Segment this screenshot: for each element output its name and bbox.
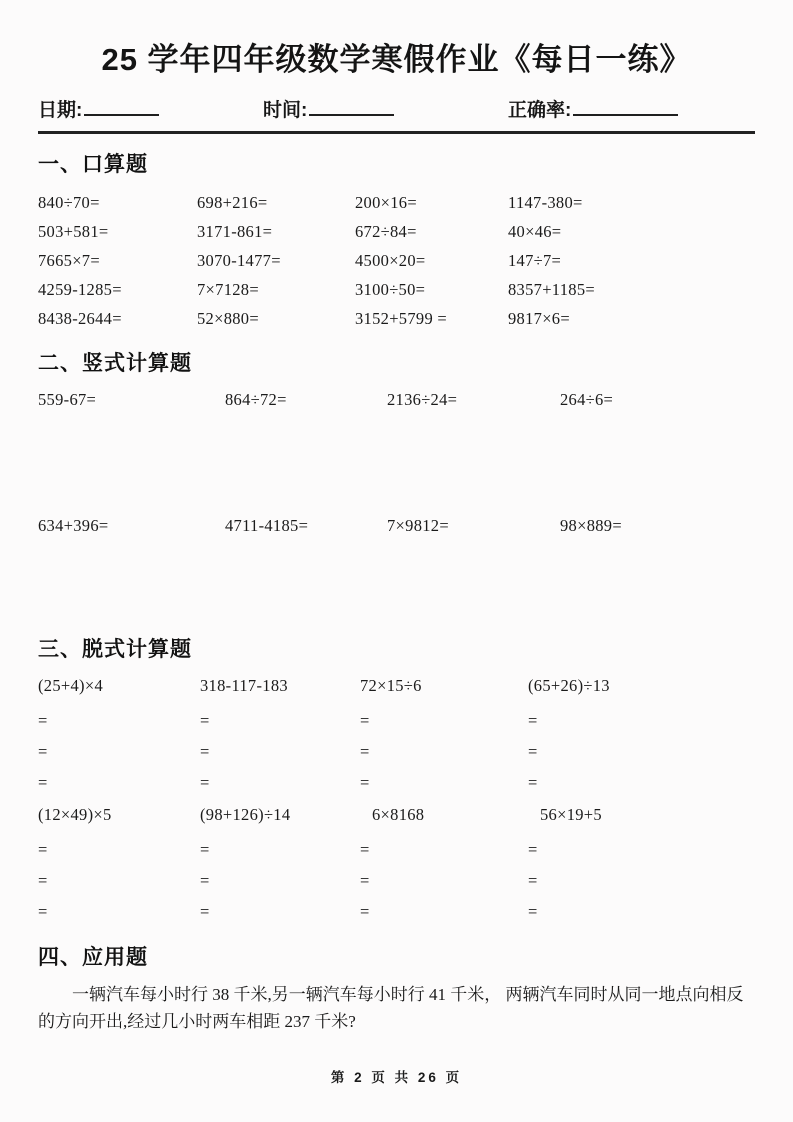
equals-sign: = — [200, 742, 210, 761]
vertical-problems-row-1 — [38, 387, 755, 413]
equals-sign: = — [528, 871, 538, 890]
oral-problem: 4500×20= — [355, 251, 426, 270]
oral-problem: 147÷7= — [508, 251, 562, 270]
equals-sign: = — [38, 773, 48, 792]
equals-sign: = — [528, 773, 538, 792]
equals-row — [38, 705, 755, 736]
date-field — [38, 95, 263, 122]
equals-sign: = — [528, 711, 538, 730]
section-word-heading: 四、应用题 — [38, 946, 148, 969]
oral-problem: 7×7128= — [197, 280, 259, 299]
vertical-work-space-2 — [38, 539, 755, 619]
oral-problem: 503+581= — [38, 222, 109, 241]
stepwise-problems-row-2 — [38, 802, 755, 828]
section-oral-heading: 一、口算题 — [38, 153, 148, 176]
page-number-footer: 第 2 页 共 26 页 — [330, 1070, 463, 1085]
equals-row — [38, 767, 755, 798]
equals-sign: = — [528, 840, 538, 859]
time-label: 时间: — [263, 100, 308, 121]
page-title: 25 学年四年级数学寒假作业《每日一练》 — [101, 42, 692, 77]
stepwise-problem: 56×19+5 — [540, 805, 602, 824]
oral-problem: 40×46= — [508, 222, 562, 241]
accuracy-label: 正确率: — [508, 100, 572, 121]
oral-problem: 52×880= — [197, 309, 259, 328]
stepwise-problem: (25+4)×4 — [38, 676, 103, 695]
oral-problem: 3152+5799 = — [355, 309, 448, 328]
accuracy-field — [508, 95, 755, 122]
equals-row — [38, 865, 755, 896]
stepwise-block-1 — [38, 673, 755, 798]
vertical-problem: 98×889= — [560, 516, 622, 535]
equals-sign: = — [360, 871, 370, 890]
header-meta-row — [38, 95, 755, 122]
oral-problem: 3100÷50= — [355, 280, 426, 299]
oral-problems-grid — [38, 188, 755, 333]
equals-sign: = — [360, 742, 370, 761]
vertical-problem: 4711-4185= — [225, 516, 309, 535]
vertical-problem: 634+396= — [38, 516, 109, 535]
word-problem-text: 一辆汽车每小时行 38 千米,另一辆汽车每小时行 41 千米， 两辆汽车同时从同一地点向相反的方向开出,经过几小时两车相距 237 千米? — [38, 985, 744, 1031]
equals-sign: = — [360, 711, 370, 730]
header-divider — [38, 131, 755, 134]
equals-sign: = — [528, 902, 538, 921]
equals-sign: = — [528, 742, 538, 761]
equals-row — [38, 736, 755, 767]
equals-row — [38, 834, 755, 865]
time-blank-line — [309, 98, 394, 116]
equals-sign: = — [200, 902, 210, 921]
oral-problem: 4259-1285= — [38, 280, 122, 299]
section-stepwise-heading: 三、脱式计算题 — [38, 638, 192, 661]
oral-problem: 840÷70= — [38, 193, 100, 212]
vertical-problem: 864÷72= — [225, 390, 287, 409]
stepwise-problem: (65+26)÷13 — [528, 676, 610, 695]
stepwise-problem: 6×8168 — [372, 805, 425, 824]
oral-problem: 9817×6= — [508, 309, 570, 328]
oral-problem: 7665×7= — [38, 251, 100, 270]
oral-problem: 698+216= — [197, 193, 268, 212]
oral-problem: 200×16= — [355, 193, 417, 212]
section-vertical-heading: 二、竖式计算题 — [38, 352, 192, 375]
vertical-problems-row-2 — [38, 513, 755, 539]
equals-sign: = — [200, 773, 210, 792]
stepwise-problem: (98+126)÷14 — [200, 805, 291, 824]
oral-problem: 1147-380= — [508, 193, 583, 212]
vertical-problem: 7×9812= — [387, 516, 449, 535]
oral-problem: 672÷84= — [355, 222, 417, 241]
vertical-problem: 559-67= — [38, 390, 97, 409]
equals-row — [38, 896, 755, 927]
equals-sign: = — [360, 902, 370, 921]
equals-sign: = — [38, 902, 48, 921]
equals-sign: = — [200, 711, 210, 730]
stepwise-problem: 72×15÷6 — [360, 676, 422, 695]
equals-sign: = — [38, 840, 48, 859]
date-label: 日期: — [38, 100, 83, 121]
equals-sign: = — [200, 871, 210, 890]
vertical-work-space-1 — [38, 413, 755, 513]
oral-problem: 8357+1185= — [508, 280, 595, 299]
stepwise-problem: 318-117-183 — [200, 676, 288, 695]
stepwise-block-2 — [38, 802, 755, 927]
date-blank-line — [84, 98, 159, 116]
vertical-problem: 2136÷24= — [387, 390, 458, 409]
accuracy-blank-line — [573, 98, 678, 116]
vertical-problem: 264÷6= — [560, 390, 614, 409]
stepwise-problem: (12×49)×5 — [38, 805, 112, 824]
stepwise-problems-row-1 — [38, 673, 755, 699]
equals-sign: = — [360, 840, 370, 859]
oral-problem: 3070-1477= — [197, 251, 281, 270]
equals-sign: = — [38, 871, 48, 890]
equals-sign: = — [38, 742, 48, 761]
oral-problem: 3171-861= — [197, 222, 273, 241]
oral-problem: 8438-2644= — [38, 309, 122, 328]
equals-sign: = — [38, 711, 48, 730]
equals-sign: = — [200, 840, 210, 859]
time-field — [263, 95, 508, 122]
equals-sign: = — [360, 773, 370, 792]
